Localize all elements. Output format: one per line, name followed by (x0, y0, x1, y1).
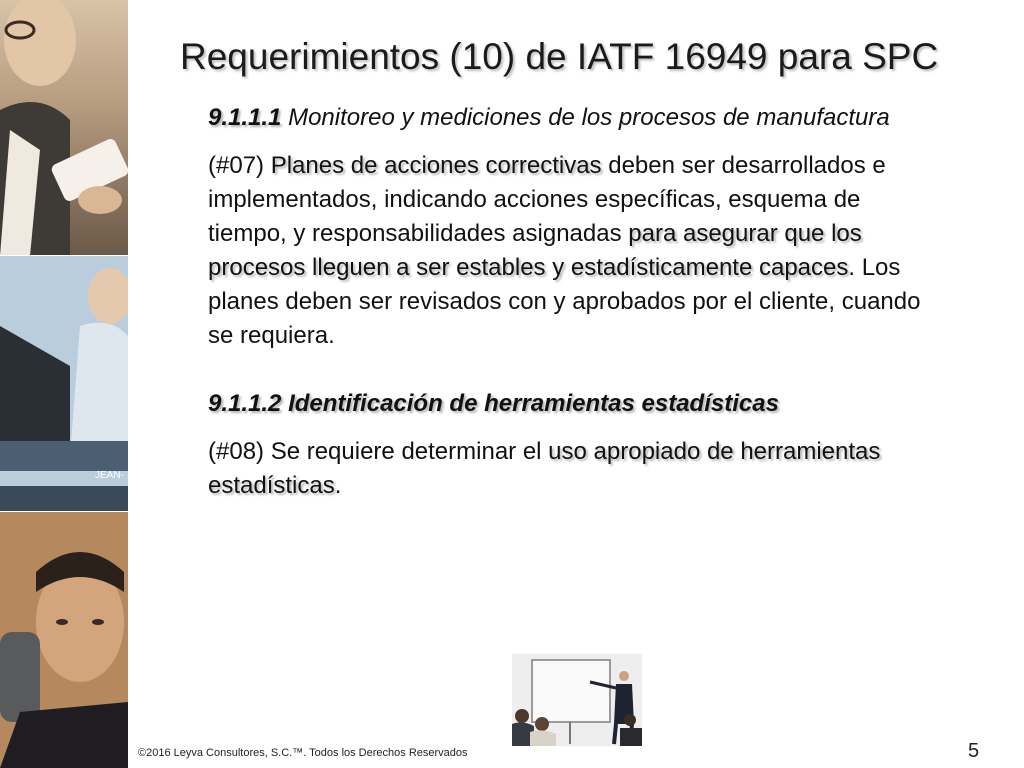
paragraph-08-part: . (334, 472, 342, 499)
paragraph-08-part: (#08) Se requiere determinar el (208, 438, 549, 465)
highlight-estables: para asegurar que los procesos lleguen a ser estables y estadísticamente capaces (208, 220, 862, 281)
paragraph-07 (208, 149, 928, 353)
highlight-uso-apropiado: uso apropiado de herramientas estadísticas (208, 438, 881, 499)
photo-strip (0, 0, 128, 768)
photo-strip-text: JEAN- (95, 470, 124, 481)
paragraph-07-part: deben ser desarrollados e implementados, indicando acciones específicas, esquema de tiempo, y responsabilidades asignadas (208, 152, 886, 247)
section-1-number: 9.1.1.1 (208, 104, 282, 131)
section-1-title: Monitoreo y mediciones de los procesos de manufactura (288, 104, 890, 131)
photo-man-phone (0, 512, 128, 768)
paragraph-07-part: . Los planes deben ser revisados con y aprobados por el cliente, cuando se requiera. (208, 254, 921, 349)
photo-man-reading (0, 0, 128, 256)
paragraph-07-part: (#07) (208, 152, 271, 179)
section-1-heading (208, 101, 928, 135)
photo-woman-laptop (0, 256, 128, 512)
slide-title: Requerimientos (10) de IATF 16949 para SPC (180, 36, 939, 77)
slide-content (208, 101, 928, 503)
presentation-clipart (512, 654, 642, 746)
paragraph-08 (208, 435, 928, 503)
copyright-footer: ©2016 Leyva Consultores, S.C.™. Todos los Derechos Reservados (138, 747, 468, 759)
highlight-planes: Planes de acciones correctivas (270, 152, 602, 179)
section-2-heading: 9.1.1.2 Identificación de herramientas estadísticas (208, 390, 779, 417)
page-number: 5 (968, 740, 980, 762)
